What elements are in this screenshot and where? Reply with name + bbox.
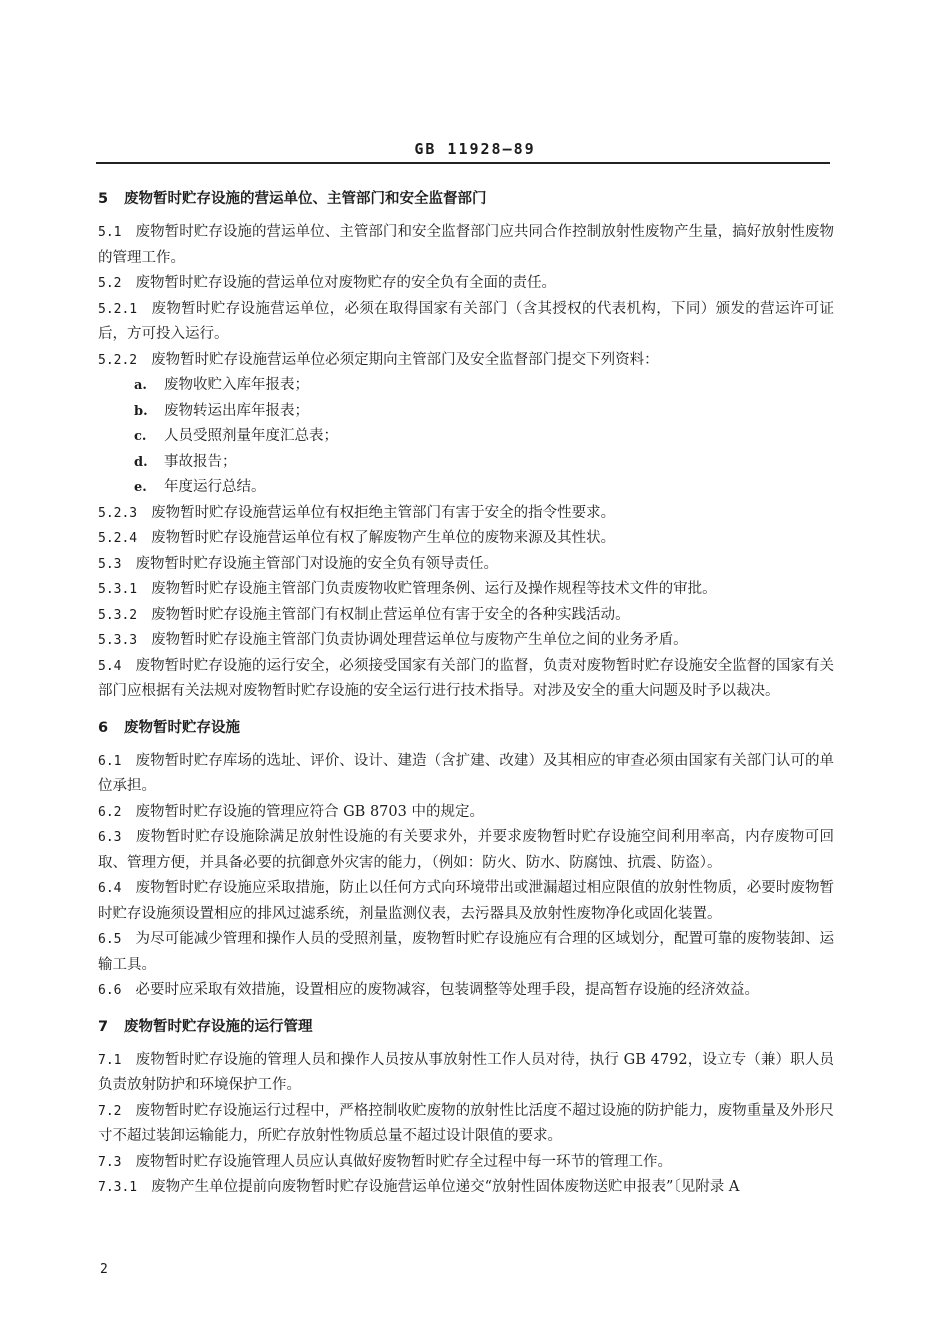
clause-number: 5.2.2	[98, 352, 138, 368]
standard-number-header: GB 11928—89	[414, 140, 536, 158]
header-rule	[96, 162, 830, 164]
clause-text: 废物暂时贮存设施主管部门有权制止营运单位有害于安全的各种实践活动。	[151, 606, 630, 623]
clause-number: 6.5	[98, 932, 122, 947]
document-body	[98, 186, 834, 1201]
clause	[98, 1048, 834, 1099]
clause-number: 5.2	[98, 276, 122, 291]
section-6-heading	[98, 715, 834, 741]
clause	[98, 501, 834, 527]
clause-number: 6.4	[98, 881, 122, 896]
clause-text: 废物暂时贮存设施营运单位，必须在取得国家有关部门（含其授权的代表机构，下同）颁发的营运许可证后，方可投入运行。	[98, 300, 834, 342]
section-title: 废物暂时贮存设施的营运单位、主管部门和安全监督部门	[124, 191, 487, 207]
clause	[98, 526, 834, 552]
clause	[98, 1175, 834, 1201]
clause-text: 废物暂时贮存设施的管理应符合 GB 8703 中的规定。	[135, 803, 484, 820]
list-marker: d.	[134, 454, 148, 470]
clause-text: 废物暂时贮存设施主管部门对设施的安全负有领导责任。	[135, 555, 498, 572]
clause-text: 废物暂时贮存设施的营运单位、主管部门和安全监督部门应共同合作控制放射性废物产生量，搞好放射性废物的管理工作。	[98, 224, 834, 266]
clause-text: 废物暂时贮存设施营运单位必须定期向主管部门及安全监督部门提交下列资料：	[151, 351, 659, 368]
section-number: 7	[98, 1018, 109, 1035]
list-text: 事故报告；	[164, 453, 237, 470]
clause-text: 废物暂时贮存库场的选址、评价、设计、建造（含扩建、改建）及其相应的审查必须由国家有关部门认可的单位承担。	[98, 752, 834, 794]
clause	[98, 825, 834, 876]
clause-number: 6.1	[98, 753, 122, 769]
clause-number: 5.2.1	[98, 301, 138, 317]
list-marker: a.	[134, 378, 147, 393]
section-number: 5	[98, 191, 109, 207]
section-gap	[98, 705, 834, 715]
clause-number: 7.3.1	[98, 1180, 138, 1195]
clause	[98, 978, 834, 1004]
list-text: 废物转运出库年报表；	[164, 402, 309, 419]
clause-text: 为尽可能减少管理和操作人员的受照剂量，废物暂时贮存设施应有合理的区域划分，配置可靠的废物装卸、运输工具。	[98, 931, 834, 973]
clause-text: 废物暂时贮存设施应采取措施，防止以任何方式向环境带出或泄漏超过相应限值的放射性物质，必要时废物暂时贮存设施须设置相应的排风过滤系统，剂量监测仪表，去污器具及放射性废物净化或固化装置。	[98, 880, 834, 922]
clause	[98, 603, 834, 629]
clause-number: 5.2.4	[98, 531, 138, 546]
list-item	[98, 450, 834, 476]
list-marker: c.	[134, 429, 147, 444]
clause-number: 5.3	[98, 556, 122, 572]
clause-text: 废物暂时贮存设施管理人员应认真做好废物暂时贮存全过程中每一环节的管理工作。	[135, 1153, 672, 1170]
clause-text: 废物暂时贮存设施营运单位有权了解废物产生单位的废物来源及其性状。	[151, 530, 616, 546]
section-gap	[98, 1004, 834, 1014]
clause-number: 6.3	[98, 830, 122, 845]
list-item	[98, 399, 834, 425]
clause-text: 废物暂时贮存设施除满足放射性设施的有关要求外，并要求废物暂时贮存设施空间利用率高，内存废物可回取、管理方便，并具备必要的抗御意外灾害的能力，（例如：防火、防水、防腐蚀、抗震、防盗）。	[98, 829, 834, 871]
clause	[98, 749, 834, 800]
clause-number: 5.1	[98, 225, 122, 240]
clause	[98, 628, 834, 654]
clause	[98, 348, 834, 374]
section-5-heading	[98, 186, 834, 212]
clause-number: 7.3	[98, 1154, 122, 1170]
clause	[98, 220, 834, 271]
list-marker: b.	[134, 403, 148, 419]
clause-text: 废物暂时贮存设施的管理人员和操作人员按从事放射性工作人员对待，执行 GB 4792，设立专（兼）职人员负责放射防护和环境保护工作。	[98, 1051, 834, 1093]
clause-text: 废物产生单位提前向废物暂时贮存设施营运单位递交“放射性固体废物送贮申报表”〔见附录 A	[151, 1179, 740, 1195]
clause-number: 5.2.3	[98, 505, 138, 521]
clause-number: 5.3.1	[98, 582, 138, 597]
clause	[98, 577, 834, 603]
clause-text: 废物暂时贮存设施营运单位有权拒绝主管部门有害于安全的指令性要求。	[151, 504, 616, 521]
clause	[98, 876, 834, 927]
clause	[98, 1099, 834, 1150]
clause-text: 废物暂时贮存设施的运行安全，必须接受国家有关部门的监督，负责对废物暂时贮存设施安全监督的国家有关部门应根据有关法规对废物暂时贮存设施的安全运行进行技术指导。对涉及安全的重大问题及时予以裁决。	[98, 657, 834, 699]
list-item	[98, 373, 834, 399]
clause	[98, 654, 834, 705]
clause-number: 6.6	[98, 983, 122, 998]
section-number: 6	[98, 719, 109, 736]
clause-text: 必要时应采取有效措施，设置相应的废物减容，包装调整等处理手段，提高暂存设施的经济效益。	[135, 982, 759, 998]
clause-text: 废物暂时贮存设施运行过程中，严格控制收贮废物的放射性比活度不超过设施的防护能力，废物重量及外形尺寸不超过装卸运输能力，所贮存放射性物质总量不超过设计限值的要求。	[98, 1102, 834, 1144]
clause	[98, 800, 834, 826]
list-text: 废物收贮入库年报表；	[164, 377, 309, 393]
clause-text: 废物暂时贮存设施的营运单位对废物贮存的安全负有全面的责任。	[135, 275, 556, 291]
section-7-heading	[98, 1014, 834, 1040]
clause-number: 5.4	[98, 658, 122, 674]
clause	[98, 271, 834, 297]
clause-text: 废物暂时贮存设施主管部门负责废物收贮管理条例、运行及操作规程等技术文件的审批。	[151, 581, 717, 597]
clause-number: 5.3.2	[98, 607, 138, 623]
clause-number: 5.3.3	[98, 633, 138, 648]
list-text: 人员受照剂量年度汇总表；	[164, 428, 338, 444]
section-title: 废物暂时贮存设施的运行管理	[124, 1018, 313, 1035]
clause-number: 7.1	[98, 1052, 122, 1068]
clause	[98, 1150, 834, 1176]
section-title: 废物暂时贮存设施	[124, 719, 240, 736]
clause	[98, 552, 834, 578]
clause	[98, 297, 834, 348]
list-item	[98, 424, 834, 450]
list-text: 年度运行总结。	[164, 479, 266, 495]
clause-number: 7.2	[98, 1103, 122, 1119]
clause	[98, 927, 834, 978]
page-number: 2	[100, 1262, 108, 1277]
clause-number: 6.2	[98, 804, 122, 820]
list-marker: e.	[134, 480, 147, 495]
clause-text: 废物暂时贮存设施主管部门负责协调处理营运单位与废物产生单位之间的业务矛盾。	[151, 632, 688, 648]
list-item	[98, 475, 834, 501]
